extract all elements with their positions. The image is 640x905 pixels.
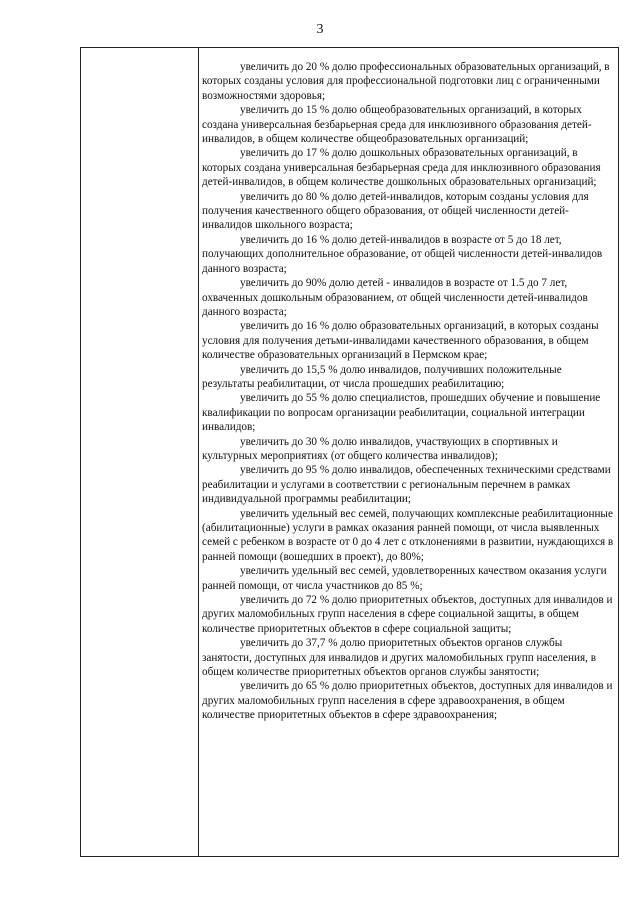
list-item: увеличить до 15,5 % долю инвалидов, получивших положительные результаты реабилитации, от числа прошедших реабилитацию; xyxy=(202,363,562,390)
list-item: увеличить удельный вес семей, получающих комплексные реабилитационные (абилитационные) услуги в рамках оказания ранней помощи, от числа выявленных семей с ребенком в возрасте от 0 до 4 лет с отклонениями в развитии, нуждающихся в ранней помощи (вошедших в проект), до 80%; xyxy=(202,507,614,563)
list-item: увеличить до 16 % долю образовательных организаций, в которых созданы условия для получения детьми-инвалидами качественного образования, в общем количестве образовательных организаций в Пермском крае; xyxy=(202,320,599,362)
list-item: увеличить до 95 % долю инвалидов, обеспеченных техническими средствами реабилитации и услугами в соответствии с региональным перечнем в рамках индивидуальной программы реабилитации; xyxy=(202,464,611,506)
list-item: увеличить до 15 % долю общеобразовательных организаций, в которых создана универсальная безбарьерная среда для инклюзивного образования детей-инвалидов, в общем количестве общеобразовательных организаций; xyxy=(202,104,592,146)
document-table xyxy=(80,47,619,857)
column-divider xyxy=(198,48,199,856)
list-item: увеличить удельный вес семей, удовлетворенных качеством оказания услуги ранней помощи, от числа участников до 85 %; xyxy=(202,565,607,592)
page-number: 3 xyxy=(316,22,324,37)
list-item: увеличить до 80 % долю детей-инвалидов, которым созданы условия для получения качественного общего образования, от общей численности детей-инвалидов школьного возраста; xyxy=(202,190,589,232)
list-item: увеличить до 37,7 % долю приоритетных объектов органов службы занятости, доступных для инвалидов и других маломобильных групп населения, в общем количестве приоритетных объектов органов службы занятости; xyxy=(202,637,597,679)
list-item: увеличить до 30 % долю инвалидов, участвующих в спортивных и культурных мероприятиях (от общего количества инвалидов); xyxy=(202,435,558,462)
list-item: увеличить до 55 % долю специалистов, прошедших обучение и повышение квалификации по вопросам организации реабилитации, социальной интеграции инвалидов; xyxy=(202,392,601,434)
list-item: увеличить до 17 % долю дошкольных образовательных организаций, в которых создана универсальная безбарьерная среда для инклюзивного образования детей-инвалидов, в общем количестве дошкольных образовательных организаций; xyxy=(202,147,601,189)
list-item: увеличить до 20 % долю профессиональных образовательных организаций, в которых созданы условия для профессиональной подготовки лиц с ограниченными возможностями здоровья; xyxy=(202,61,610,102)
list-item: увеличить до 90% долю детей - инвалидов в возрасте от 1.5 до 7 лет, охваченных дошкольным образованием, от общей численности детей-инвалидов данного возраста; xyxy=(202,277,588,318)
list-item: увеличить до 72 % долю приоритетных объектов, доступных для инвалидов и других маломобильных групп населения в сфере социальной защиты, в общем количестве приоритетных объектов в сфере социальной защиты; xyxy=(202,594,613,635)
text-column xyxy=(202,60,614,723)
list-item: увеличить до 65 % долю приоритетных объектов, доступных для инвалидов и других маломобильных групп населения в сфере здравоохранения, в общем количестве приоритетных объектов в сфере здравоохранения; xyxy=(202,680,613,722)
list-item: увеличить до 16 % долю детей-инвалидов в возрасте от 5 до 18 лет, получающих дополнительное образование, от общей численности детей-инвалидов данного возраста; xyxy=(202,233,603,275)
